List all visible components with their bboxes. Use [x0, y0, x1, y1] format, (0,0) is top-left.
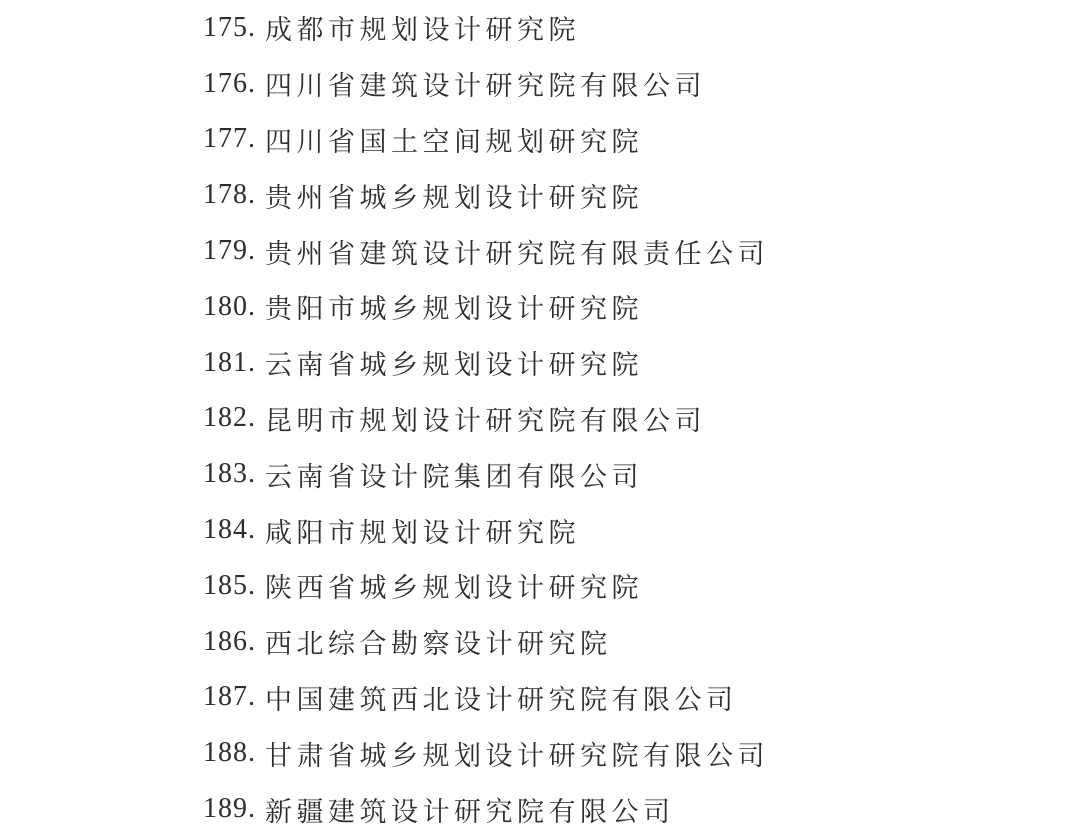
item-name: 四川省国土空间规划研究院: [265, 126, 643, 157]
item-number: 177.: [203, 123, 256, 155]
item-name: 新疆建筑设计研究院有限公司: [265, 796, 675, 827]
item-number: 186.: [203, 625, 256, 657]
item-name: 陕西省城乡规划设计研究院: [265, 573, 643, 604]
item-number: 181.: [203, 346, 256, 378]
list-item: [203, 446, 1080, 502]
item-name: 云南省城乡规划设计研究院: [265, 350, 643, 381]
item-number: 188.: [203, 737, 256, 769]
list-item: [203, 670, 1080, 726]
list-item: [203, 614, 1080, 670]
item-name: 四川省建筑设计研究院有限公司: [265, 71, 706, 102]
list-item: [203, 223, 1080, 279]
list-item: [203, 725, 1080, 781]
item-number: 180.: [203, 290, 256, 322]
item-number: 182.: [203, 402, 256, 434]
list-item: [203, 0, 1080, 56]
item-name: 咸阳市规划设计研究院: [265, 517, 580, 548]
list-item: [203, 502, 1080, 558]
item-number: 175.: [203, 11, 256, 43]
list-item: [203, 279, 1080, 335]
list-item: [203, 335, 1080, 391]
item-name: 贵阳市城乡规划设计研究院: [265, 294, 643, 325]
item-number: 187.: [203, 681, 256, 713]
item-name: 贵州省城乡规划设计研究院: [265, 182, 643, 213]
list-item: [203, 56, 1080, 112]
item-number: 178.: [203, 179, 256, 211]
item-name: 甘肃省城乡规划设计研究院有限公司: [265, 740, 769, 771]
item-name: 贵州省建筑设计研究院有限责任公司: [265, 238, 769, 269]
list-item: [203, 781, 1080, 837]
item-name: 成都市规划设计研究院: [265, 15, 580, 46]
item-number: 185.: [203, 569, 256, 601]
list-item: [203, 558, 1080, 614]
item-name: 中国建筑西北设计研究院有限公司: [265, 684, 738, 715]
item-number: 183.: [203, 458, 256, 490]
list-item: [203, 112, 1080, 168]
item-name: 西北综合勘察设计研究院: [265, 629, 612, 660]
item-number: 184.: [203, 514, 256, 546]
list-item: [203, 167, 1080, 223]
item-number: 176.: [203, 67, 256, 99]
list-item: [203, 391, 1080, 447]
item-number: 179.: [203, 235, 256, 267]
item-number: 189.: [203, 793, 256, 825]
item-name: 昆明市规划设计研究院有限公司: [265, 405, 706, 436]
item-name: 云南省设计院集团有限公司: [265, 461, 643, 492]
